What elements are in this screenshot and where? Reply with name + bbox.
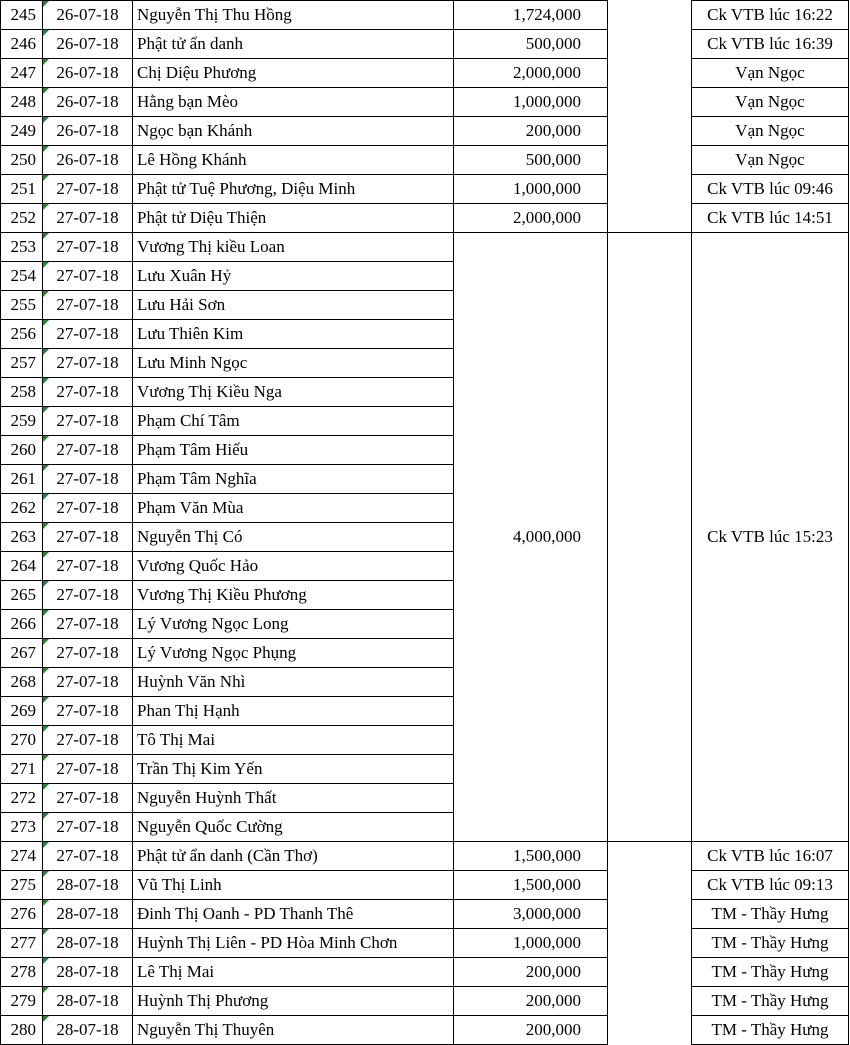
blank-cell[interactable] <box>608 1 692 30</box>
donor-name-cell[interactable]: Phạm Tâm Nghĩa <box>133 465 454 494</box>
date-cell[interactable]: 26-07-18 <box>43 59 133 88</box>
donor-name-cell[interactable]: Phạm Văn Mùa <box>133 494 454 523</box>
amount-cell[interactable]: 1,000,000 <box>454 929 608 958</box>
blank-cell[interactable] <box>608 1016 692 1045</box>
row-number-cell[interactable]: 258 <box>1 378 43 407</box>
amount-cell[interactable]: 3,000,000 <box>454 900 608 929</box>
row-number-cell[interactable]: 277 <box>1 929 43 958</box>
row-number-cell[interactable]: 268 <box>1 668 43 697</box>
date-cell[interactable]: 27-07-18 <box>43 755 133 784</box>
table-row <box>1 929 849 958</box>
table-row <box>1 88 849 117</box>
donor-name-cell[interactable]: Huỳnh Thị Liên - PD Hòa Minh Chơn <box>133 929 454 958</box>
donor-name-cell[interactable]: Tô Thị Mai <box>133 726 454 755</box>
donor-name-cell[interactable]: Lý Vương Ngọc Phụng <box>133 639 454 668</box>
blank-cell[interactable] <box>608 987 692 1016</box>
row-number-cell[interactable]: 269 <box>1 697 43 726</box>
donor-name-cell[interactable]: Phật tử ẩn danh <box>133 30 454 59</box>
row-number-cell[interactable]: 257 <box>1 349 43 378</box>
donor-name-cell[interactable]: Phạm Chí Tâm <box>133 407 454 436</box>
date-cell[interactable]: 27-07-18 <box>43 842 133 871</box>
date-cell[interactable]: 27-07-18 <box>43 349 133 378</box>
donor-name-cell[interactable]: Vương Thị Kiều Nga <box>133 378 454 407</box>
row-number-cell[interactable]: 271 <box>1 755 43 784</box>
date-cell[interactable]: 27-07-18 <box>43 233 133 262</box>
table-row <box>1 204 849 233</box>
row-number-cell[interactable]: 263 <box>1 523 43 552</box>
donor-name-cell[interactable]: Phật tử Diệu Thiện <box>133 204 454 233</box>
blank-cell[interactable] <box>608 59 692 88</box>
date-cell[interactable]: 26-07-18 <box>43 117 133 146</box>
blank-cell[interactable] <box>608 842 692 871</box>
row-number-cell[interactable]: 266 <box>1 610 43 639</box>
amount-cell[interactable]: 1,724,000 <box>454 1 608 30</box>
table-row <box>1 146 849 175</box>
amount-cell[interactable]: 500,000 <box>454 30 608 59</box>
merged-amount-cell[interactable]: 4,000,000 <box>454 233 608 842</box>
row-number-cell[interactable]: 274 <box>1 842 43 871</box>
date-cell[interactable]: 26-07-18 <box>43 30 133 59</box>
date-cell[interactable]: 27-07-18 <box>43 668 133 697</box>
date-cell[interactable]: 27-07-18 <box>43 262 133 291</box>
donor-name-cell[interactable]: Hằng bạn Mèo <box>133 88 454 117</box>
donor-name-cell[interactable]: Nguyễn Quốc Cường <box>133 813 454 842</box>
note-cell[interactable]: TM - Thầy Hưng <box>692 1016 849 1045</box>
row-number-cell[interactable]: 280 <box>1 1016 43 1045</box>
row-number-cell[interactable]: 255 <box>1 291 43 320</box>
date-cell[interactable]: 27-07-18 <box>43 697 133 726</box>
row-number-cell[interactable]: 264 <box>1 552 43 581</box>
row-number-cell[interactable]: 249 <box>1 117 43 146</box>
donor-name-cell[interactable]: Huỳnh Thị Phương <box>133 987 454 1016</box>
donor-name-cell[interactable]: Vũ Thị Linh <box>133 871 454 900</box>
row-number-cell[interactable]: 275 <box>1 871 43 900</box>
row-number-cell[interactable]: 250 <box>1 146 43 175</box>
row-number-cell[interactable]: 253 <box>1 233 43 262</box>
donor-name-cell[interactable]: Vương Thị kiều Loan <box>133 233 454 262</box>
blank-cell[interactable] <box>608 233 692 842</box>
row-number-cell[interactable]: 254 <box>1 262 43 291</box>
blank-cell[interactable] <box>608 871 692 900</box>
donor-name-cell[interactable]: Phật tử ẩn danh (Cần Thơ) <box>133 842 454 871</box>
note-cell[interactable]: TM - Thầy Hưng <box>692 900 849 929</box>
amount-cell[interactable]: 1,500,000 <box>454 842 608 871</box>
table-body <box>1 1 849 1045</box>
date-cell[interactable]: 27-07-18 <box>43 552 133 581</box>
date-cell[interactable]: 27-07-18 <box>43 523 133 552</box>
date-cell[interactable]: 26-07-18 <box>43 146 133 175</box>
row-number-cell[interactable]: 247 <box>1 59 43 88</box>
donor-name-cell[interactable]: Phật tử Tuệ Phương, Diệu Minh <box>133 175 454 204</box>
note-cell[interactable]: Ck VTB lúc 16:39 <box>692 30 849 59</box>
date-cell[interactable]: 28-07-18 <box>43 929 133 958</box>
row-number-cell[interactable]: 259 <box>1 407 43 436</box>
donor-name-cell[interactable]: Chị Diệu Phương <box>133 59 454 88</box>
row-number-cell[interactable]: 273 <box>1 813 43 842</box>
blank-cell[interactable] <box>608 175 692 204</box>
donor-name-cell[interactable]: Lưu Xuân Hỷ <box>133 262 454 291</box>
table-row <box>1 59 849 88</box>
table-row <box>1 117 849 146</box>
date-cell[interactable]: 27-07-18 <box>43 204 133 233</box>
table-row <box>1 987 849 1016</box>
date-cell[interactable]: 27-07-18 <box>43 175 133 204</box>
merged-note-cell[interactable]: Ck VTB lúc 15:23 <box>692 233 849 842</box>
blank-cell[interactable] <box>608 117 692 146</box>
donor-name-cell[interactable]: Lê Hồng Khánh <box>133 146 454 175</box>
donor-name-cell[interactable]: Vương Thị Kiều Phương <box>133 581 454 610</box>
table-row <box>1 30 849 59</box>
donor-name-cell[interactable]: Nguyễn Thị Thuyên <box>133 1016 454 1045</box>
date-cell[interactable]: 27-07-18 <box>43 320 133 349</box>
date-cell[interactable]: 27-07-18 <box>43 610 133 639</box>
amount-cell[interactable]: 1,000,000 <box>454 88 608 117</box>
amount-cell[interactable]: 200,000 <box>454 958 608 987</box>
row-number-cell[interactable]: 272 <box>1 784 43 813</box>
date-cell[interactable]: 27-07-18 <box>43 436 133 465</box>
donor-name-cell[interactable]: Trần Thị Kim Yến <box>133 755 454 784</box>
donor-name-cell[interactable]: Vương Quốc Hảo <box>133 552 454 581</box>
blank-cell[interactable] <box>608 146 692 175</box>
note-cell[interactable]: TM - Thầy Hưng <box>692 958 849 987</box>
date-cell[interactable]: 27-07-18 <box>43 639 133 668</box>
amount-cell[interactable]: 200,000 <box>454 117 608 146</box>
date-cell[interactable]: 28-07-18 <box>43 987 133 1016</box>
date-cell[interactable]: 27-07-18 <box>43 813 133 842</box>
date-cell[interactable]: 27-07-18 <box>43 726 133 755</box>
amount-cell[interactable]: 200,000 <box>454 987 608 1016</box>
amount-cell[interactable]: 200,000 <box>454 1016 608 1045</box>
row-number-cell[interactable]: 246 <box>1 30 43 59</box>
date-cell[interactable]: 27-07-18 <box>43 378 133 407</box>
amount-cell[interactable]: 1,500,000 <box>454 871 608 900</box>
note-cell[interactable]: TM - Thầy Hưng <box>692 929 849 958</box>
row-number-cell[interactable]: 252 <box>1 204 43 233</box>
donor-name-cell[interactable]: Lưu Hải Sơn <box>133 291 454 320</box>
table-row <box>1 1 849 30</box>
table-row <box>1 233 849 262</box>
blank-cell[interactable] <box>608 929 692 958</box>
donor-name-cell[interactable]: Ngọc bạn Khánh <box>133 117 454 146</box>
donor-name-cell[interactable]: Lưu Thiên Kim <box>133 320 454 349</box>
donor-name-cell[interactable]: Đinh Thị Oanh - PD Thanh Thê <box>133 900 454 929</box>
note-cell[interactable]: Ck VTB lúc 14:51 <box>692 204 849 233</box>
amount-cell[interactable]: 2,000,000 <box>454 204 608 233</box>
note-cell[interactable]: Vạn Ngọc <box>692 59 849 88</box>
row-number-cell[interactable]: 276 <box>1 900 43 929</box>
row-number-cell[interactable]: 251 <box>1 175 43 204</box>
row-number-cell[interactable]: 267 <box>1 639 43 668</box>
row-number-cell[interactable]: 261 <box>1 465 43 494</box>
donor-name-cell[interactable]: Nguyễn Thị Có <box>133 523 454 552</box>
note-cell[interactable]: Vạn Ngọc <box>692 88 849 117</box>
blank-cell[interactable] <box>608 204 692 233</box>
donor-name-cell[interactable]: Lưu Minh Ngọc <box>133 349 454 378</box>
blank-cell[interactable] <box>608 900 692 929</box>
row-number-cell[interactable]: 270 <box>1 726 43 755</box>
note-cell[interactable]: TM - Thầy Hưng <box>692 987 849 1016</box>
date-cell[interactable]: 27-07-18 <box>43 494 133 523</box>
blank-cell[interactable] <box>608 88 692 117</box>
row-number-cell[interactable]: 248 <box>1 88 43 117</box>
amount-cell[interactable]: 2,000,000 <box>454 59 608 88</box>
row-number-cell[interactable]: 245 <box>1 1 43 30</box>
table-row <box>1 958 849 987</box>
blank-cell[interactable] <box>608 958 692 987</box>
date-cell[interactable]: 26-07-18 <box>43 88 133 117</box>
note-cell[interactable]: Vạn Ngọc <box>692 117 849 146</box>
date-cell[interactable]: 28-07-18 <box>43 900 133 929</box>
note-cell[interactable]: Ck VTB lúc 09:13 <box>692 871 849 900</box>
row-number-cell[interactable]: 265 <box>1 581 43 610</box>
date-cell[interactable]: 27-07-18 <box>43 581 133 610</box>
date-cell[interactable]: 28-07-18 <box>43 1016 133 1045</box>
table-row <box>1 900 849 929</box>
table-row <box>1 871 849 900</box>
row-number-cell[interactable]: 278 <box>1 958 43 987</box>
donor-name-cell[interactable]: Phan Thị Hạnh <box>133 697 454 726</box>
blank-cell[interactable] <box>608 30 692 59</box>
row-number-cell[interactable]: 256 <box>1 320 43 349</box>
donor-name-cell[interactable]: Nguyễn Huỳnh Thất <box>133 784 454 813</box>
date-cell[interactable]: 28-07-18 <box>43 871 133 900</box>
table-row <box>1 842 849 871</box>
date-cell[interactable]: 27-07-18 <box>43 465 133 494</box>
date-cell[interactable]: 26-07-18 <box>43 1 133 30</box>
donor-name-cell[interactable]: Huỳnh Văn Nhì <box>133 668 454 697</box>
amount-cell[interactable]: 1,000,000 <box>454 175 608 204</box>
note-cell[interactable]: Ck VTB lúc 16:22 <box>692 1 849 30</box>
row-number-cell[interactable]: 262 <box>1 494 43 523</box>
row-number-cell[interactable]: 260 <box>1 436 43 465</box>
table-row <box>1 1016 849 1045</box>
row-number-cell[interactable]: 279 <box>1 987 43 1016</box>
donor-name-cell[interactable]: Nguyễn Thị Thu Hồng <box>133 1 454 30</box>
amount-cell[interactable]: 500,000 <box>454 146 608 175</box>
date-cell[interactable]: 27-07-18 <box>43 784 133 813</box>
note-cell[interactable]: Ck VTB lúc 09:46 <box>692 175 849 204</box>
donor-name-cell[interactable]: Lê Thị Mai <box>133 958 454 987</box>
donor-name-cell[interactable]: Lý Vương Ngọc Long <box>133 610 454 639</box>
donor-name-cell[interactable]: Phạm Tâm Hiếu <box>133 436 454 465</box>
date-cell[interactable]: 27-07-18 <box>43 407 133 436</box>
note-cell[interactable]: Ck VTB lúc 16:07 <box>692 842 849 871</box>
date-cell[interactable]: 28-07-18 <box>43 958 133 987</box>
note-cell[interactable]: Vạn Ngọc <box>692 146 849 175</box>
table-row <box>1 175 849 204</box>
date-cell[interactable]: 27-07-18 <box>43 291 133 320</box>
